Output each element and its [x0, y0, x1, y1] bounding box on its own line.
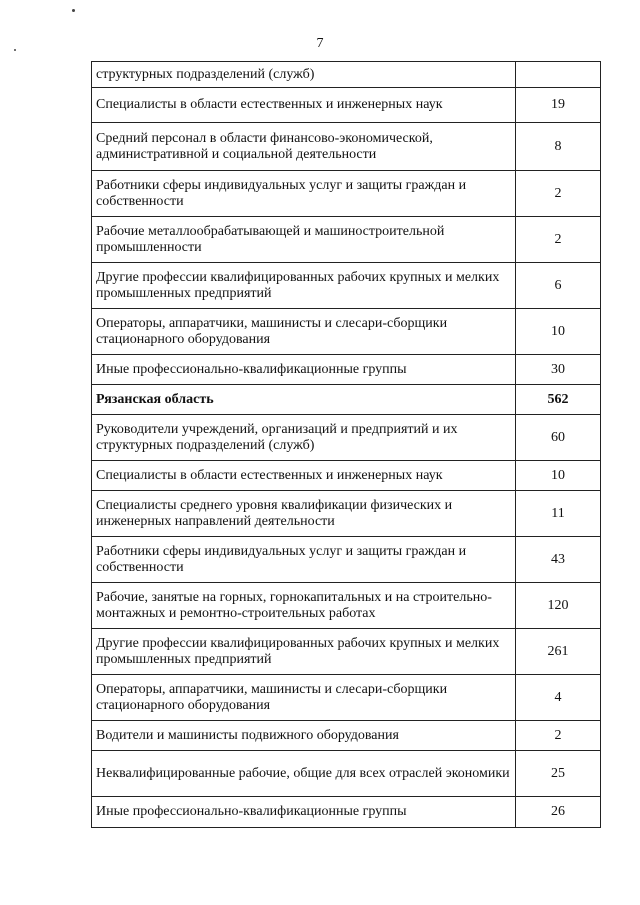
row-value: 19 [516, 88, 601, 123]
row-label: Водители и машинисты подвижного оборудования [92, 721, 516, 751]
row-value: 2 [516, 171, 601, 217]
table-row [92, 721, 601, 751]
row-value: 261 [516, 629, 601, 675]
row-label: Руководители учреждений, организаций и предприятий и их структурных подразделений (служб) [92, 415, 516, 461]
row-label: структурных подразделений (служб) [92, 62, 516, 88]
page-number: 7 [316, 36, 324, 51]
table-body [92, 62, 601, 828]
table-row [92, 537, 601, 583]
table-row [92, 355, 601, 385]
table-row [92, 385, 601, 415]
table-row [92, 583, 601, 629]
row-value: 25 [516, 751, 601, 797]
table-row [92, 62, 601, 88]
row-label: Иные профессионально-квалификационные группы [92, 797, 516, 828]
row-value [516, 62, 601, 88]
row-label: Рабочие металлообрабатывающей и машиностроительной промышленности [92, 217, 516, 263]
row-value: 6 [516, 263, 601, 309]
table-row [92, 491, 601, 537]
row-label: Неквалифицированные рабочие, общие для всех отраслей экономики [92, 751, 516, 797]
row-value: 2 [516, 217, 601, 263]
row-label: Операторы, аппаратчики, машинисты и слесари-сборщики стационарного оборудования [92, 675, 516, 721]
row-value: 10 [516, 309, 601, 355]
table-row [92, 415, 601, 461]
row-value: 11 [516, 491, 601, 537]
row-label: Специалисты в области естественных и инженерных наук [92, 88, 516, 123]
row-label: Работники сферы индивидуальных услуг и защиты граждан и собственности [92, 537, 516, 583]
row-value: 26 [516, 797, 601, 828]
table-row [92, 217, 601, 263]
data-table [91, 61, 601, 828]
row-label: Рязанская область [92, 385, 516, 415]
row-label: Специалисты среднего уровня квалификации физических и инженерных направлений деятельности [92, 491, 516, 537]
table-row [92, 88, 601, 123]
row-label: Иные профессионально-квалификационные группы [92, 355, 516, 385]
row-value: 4 [516, 675, 601, 721]
table-row [92, 629, 601, 675]
row-label: Специалисты в области естественных и инженерных наук [92, 461, 516, 491]
table-row [92, 263, 601, 309]
row-value: 10 [516, 461, 601, 491]
table-row [92, 751, 601, 797]
row-value: 8 [516, 123, 601, 171]
row-value: 562 [516, 385, 601, 415]
row-label: Другие профессии квалифицированных рабочих крупных и мелких промышленных предприятий [92, 629, 516, 675]
row-value: 120 [516, 583, 601, 629]
row-label: Работники сферы индивидуальных услуг и защиты граждан и собственности [92, 171, 516, 217]
row-value: 2 [516, 721, 601, 751]
row-label: Средний персонал в области финансово-экономической, административной и социальной деятельности [92, 123, 516, 171]
table-row [92, 171, 601, 217]
row-value: 60 [516, 415, 601, 461]
row-value: 30 [516, 355, 601, 385]
table-row [92, 675, 601, 721]
table-row [92, 461, 601, 491]
row-label: Рабочие, занятые на горных, горнокапитальных и на строительно-монтажных и ремонтно-строительных работах [92, 583, 516, 629]
scan-speck [72, 9, 75, 12]
row-label: Другие профессии квалифицированных рабочих крупных и мелких промышленных предприятий [92, 263, 516, 309]
row-label: Операторы, аппаратчики, машинисты и слесари-сборщики стационарного оборудования [92, 309, 516, 355]
table-row [92, 797, 601, 828]
row-value: 43 [516, 537, 601, 583]
table-row [92, 309, 601, 355]
table-row [92, 123, 601, 171]
